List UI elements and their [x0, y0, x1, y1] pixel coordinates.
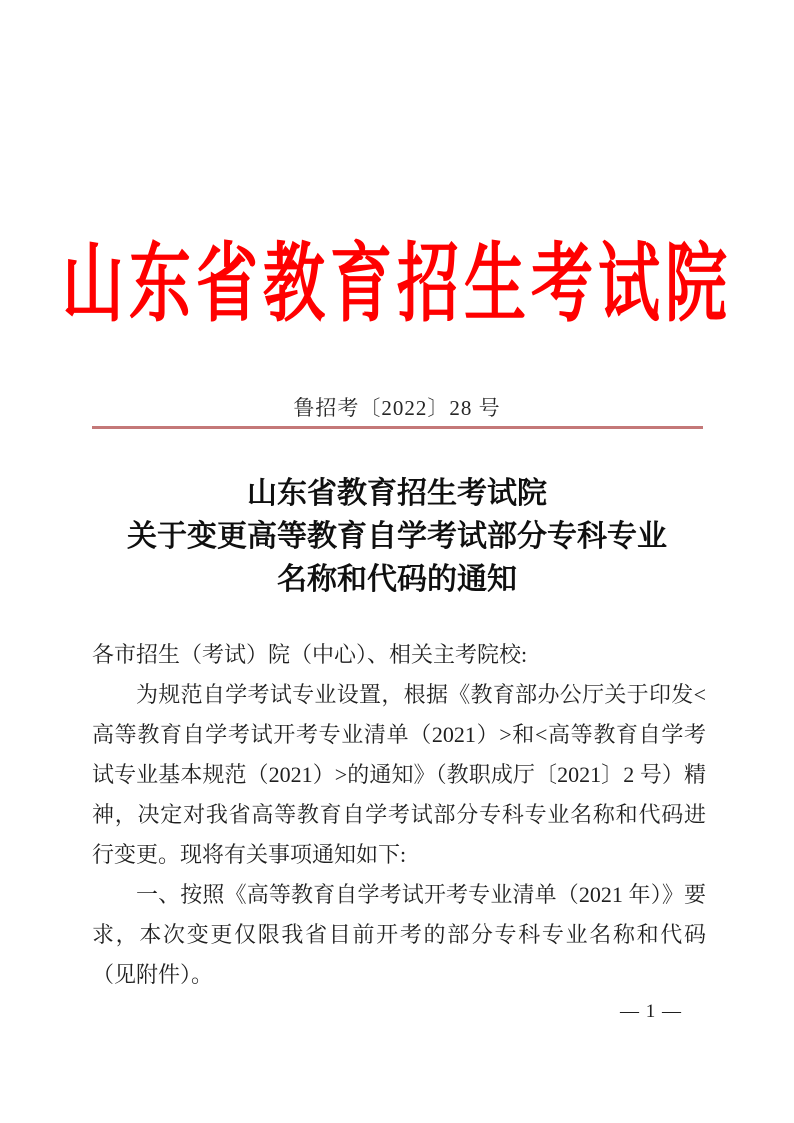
paragraph-2: 一、按照《高等教育自学考试开考专业清单（2021 年）》要求，本次变更仅限我省目前开考的部分专科专业名称和代码（见附件）。 [92, 882, 706, 987]
document-number: 鲁招考〔2022〕28 号 [293, 396, 501, 420]
notice-body [92, 635, 706, 995]
notice-title-line-2: 关于变更高等教育自学考试部分专科专业 [127, 520, 667, 553]
red-divider-line [92, 426, 703, 429]
notice-title-line-3: 名称和代码的通知 [277, 563, 517, 596]
page-number: — 1 — [620, 1001, 682, 1022]
notice-title-line-1: 山东省教育招生考试院 [247, 477, 547, 510]
letterhead-title: 山东省教育招生考试院 [61, 238, 732, 333]
paragraph-1: 为规范自学考试专业设置，根据《教育部办公厅关于印发<高等教育自学考试开考专业清单（2021）>和<高等教育自学考试专业基本规范（2021）>的通知》（教职成厅〔2021〕2 号）精神，决定对我省高等教育自学考试部分专科专业名称和代码进行变更。现将有关事项通知如下: [92, 682, 706, 867]
salutation: 各市招生（考试）院（中心）、相关主考院校: [92, 642, 528, 667]
notice-title [0, 472, 794, 601]
